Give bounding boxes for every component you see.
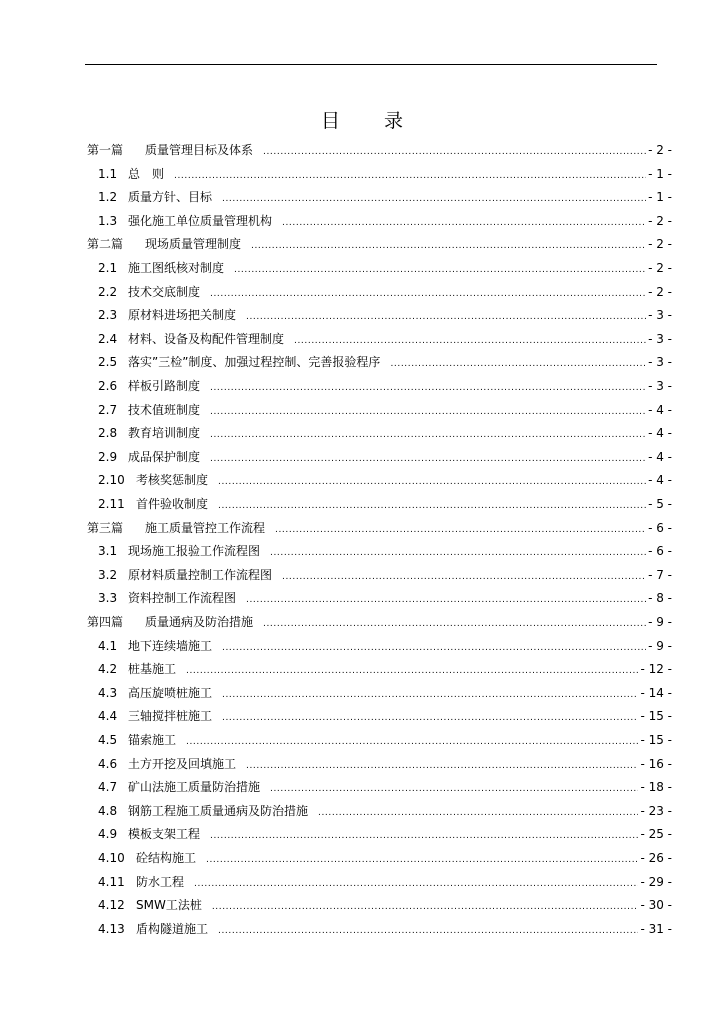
toc-entry-number: 4.13: [98, 921, 125, 936]
toc-entry-page: - 16 -: [640, 756, 672, 771]
toc-entry-number: 4.3: [98, 685, 118, 700]
toc-entry-title: 强化施工单位质量管理机构: [128, 213, 273, 228]
toc-entry[interactable]: [87, 518, 672, 538]
header-rule: [85, 64, 657, 65]
toc-entry-page: - 4 -: [648, 473, 672, 488]
toc-entry-page: - 2 -: [648, 284, 672, 299]
toc-entry-number: 第一篇: [87, 143, 124, 157]
toc-entry-number: 4.5: [98, 733, 118, 747]
toc-entry-title: 首件验收制度: [136, 497, 209, 511]
toc-entry[interactable]: [87, 234, 672, 254]
toc-entry-title: SMW工法桩: [136, 898, 202, 913]
toc-entry-title: 三轴搅拌桩施工: [128, 709, 213, 724]
toc-entry-title: 考核奖惩制度: [136, 473, 209, 488]
toc-entry[interactable]: [98, 872, 672, 892]
toc-entry[interactable]: [98, 801, 672, 821]
toc-entry-page: - 3 -: [648, 308, 672, 323]
toc-entry-title: 技术值班制度: [128, 402, 201, 417]
toc-entry-number: 4.9: [98, 827, 118, 842]
toc-leader-dots: [246, 590, 646, 610]
toc-entry-title: 资料控制工作流程图: [128, 591, 237, 606]
toc-entry-number: 1.2: [98, 190, 118, 205]
toc-entry-page: - 2 -: [648, 143, 672, 157]
toc-entry-page: - 9 -: [648, 615, 672, 629]
toc-entry-title: 砼结构施工: [136, 851, 197, 865]
toc-leader-dots: [246, 307, 646, 327]
toc-entry-number: 4.6: [98, 756, 118, 771]
toc-entry[interactable]: [98, 565, 672, 585]
toc-entry[interactable]: [98, 187, 672, 207]
toc-entry-title: 施工图纸核对制度: [128, 261, 225, 275]
toc-entry[interactable]: [87, 140, 672, 160]
toc-entry-title: 样板引路制度: [128, 379, 201, 393]
toc-entry-title: 盾构隧道施工: [136, 921, 209, 936]
toc-entry-title: 质量方针、目标: [128, 190, 213, 205]
toc-leader-dots: [222, 638, 646, 658]
toc-entry-page: - 2 -: [648, 237, 672, 252]
toc-entry[interactable]: [98, 211, 672, 231]
toc-entry[interactable]: [98, 895, 672, 915]
toc-leader-dots: [206, 850, 638, 870]
page-title: 目录: [320, 110, 447, 132]
toc-entry-number: 2.2: [98, 284, 118, 299]
toc-entry-number: 2.4: [98, 331, 118, 346]
toc-entry-page: - 14 -: [640, 685, 672, 700]
toc-entry[interactable]: [98, 329, 672, 349]
toc-entry-page: - 5 -: [648, 497, 672, 511]
toc-entry[interactable]: [98, 305, 672, 325]
toc-entry-number: 3.3: [98, 591, 118, 606]
toc-entry-title: 防水工程: [136, 874, 185, 889]
toc-entry-title: 施工质量管控工作流程: [145, 520, 266, 535]
toc-entry[interactable]: [98, 164, 672, 184]
toc-entry-number: 2.5: [98, 355, 118, 370]
toc-entry-number: 2.3: [98, 308, 118, 323]
toc-leader-dots: [210, 378, 646, 398]
toc-entry-number: 2.1: [98, 261, 118, 275]
toc-entry-page: - 8 -: [648, 591, 672, 606]
toc-leader-dots: [270, 779, 638, 799]
toc-entry-title: 矿山法施工质量防治措施: [128, 780, 261, 795]
toc-entry[interactable]: [98, 470, 672, 490]
toc-entry-number: 4.7: [98, 780, 118, 795]
toc-entry-page: - 2 -: [648, 213, 672, 228]
toc-entry-page: - 15 -: [640, 733, 672, 747]
toc-entry[interactable]: [98, 824, 672, 844]
toc-leader-dots: [222, 189, 646, 209]
toc-entry-title: 锚索施工: [128, 733, 177, 747]
toc-leader-dots: [210, 826, 638, 846]
toc-entry-number: 4.1: [98, 638, 118, 653]
toc-entry[interactable]: [98, 919, 672, 939]
toc-entry-title: 现场质量管理制度: [145, 237, 242, 252]
toc-entry-page: - 29 -: [640, 874, 672, 889]
toc-entry-title: 总 则: [128, 166, 165, 181]
toc-entry-page: - 3 -: [648, 379, 672, 393]
toc-entry-number: 4.2: [98, 662, 118, 677]
toc-entry[interactable]: [98, 588, 672, 608]
toc-leader-dots: [210, 284, 646, 304]
toc-entry-title: 高压旋喷桩施工: [128, 685, 213, 700]
toc-entry-title: 地下连续墙施工: [128, 638, 213, 653]
toc-leader-dots: [270, 543, 646, 563]
toc-entry-title: 原材料进场把关制度: [128, 308, 237, 323]
toc-entry-page: - 31 -: [640, 921, 672, 936]
toc-leader-dots: [234, 260, 646, 280]
toc-entry[interactable]: [98, 447, 672, 467]
toc-entry[interactable]: [98, 423, 672, 443]
toc-entry-number: 4.11: [98, 874, 125, 889]
toc-entry-page: - 6 -: [648, 520, 672, 535]
toc-entry[interactable]: [98, 376, 672, 396]
toc-entry-page: - 26 -: [640, 851, 672, 865]
toc-entry-page: - 23 -: [640, 803, 672, 818]
toc-entry[interactable]: [98, 282, 672, 302]
toc-entry[interactable]: [98, 258, 672, 278]
toc-entry-number: 4.12: [98, 898, 125, 913]
toc-entry-page: - 2 -: [648, 261, 672, 275]
toc-entry-title: 钢筋工程施工质量通病及防治措施: [128, 803, 309, 818]
toc-leader-dots: [218, 472, 646, 492]
toc-leader-dots: [210, 425, 646, 445]
toc-entry-page: - 3 -: [648, 355, 672, 370]
toc-entry-title: 土方开挖及回填施工: [128, 756, 237, 771]
toc-entry-title: 质量管理目标及体系: [145, 143, 254, 157]
toc-entry-title: 原材料质量控制工作流程图: [128, 567, 273, 582]
toc-leader-dots: [294, 331, 646, 351]
toc-entry-title: 落实”三检”制度、加强过程控制、完善报验程序: [128, 355, 381, 370]
toc-leader-dots: [263, 614, 646, 634]
toc-entry-number: 1.3: [98, 213, 118, 228]
toc-entry-page: - 6 -: [648, 544, 672, 559]
toc-leader-dots: [390, 354, 646, 374]
toc-entry-page: - 15 -: [640, 709, 672, 724]
toc-entry-number: 4.4: [98, 709, 118, 724]
toc-entry-title: 质量通病及防治措施: [145, 615, 254, 629]
toc-entry-number: 1.1: [98, 166, 118, 181]
toc-entry[interactable]: [98, 352, 672, 372]
toc-leader-dots: [222, 685, 638, 705]
toc-leader-dots: [186, 732, 638, 752]
toc-leader-dots: [212, 897, 639, 917]
toc-leader-dots: [194, 874, 638, 894]
toc-entry[interactable]: [98, 754, 672, 774]
toc-leader-dots: [263, 142, 646, 162]
toc-entry[interactable]: [98, 848, 672, 868]
toc-entry[interactable]: [98, 659, 672, 679]
toc-entry[interactable]: [98, 541, 672, 561]
toc-entry-number: 第二篇: [87, 237, 124, 252]
toc-entry-page: - 25 -: [640, 827, 672, 842]
toc-entry-page: - 4 -: [648, 426, 672, 441]
toc-entry-number: 2.8: [98, 426, 118, 441]
toc-entry-number: 4.10: [98, 851, 125, 865]
toc-entry[interactable]: [98, 706, 672, 726]
toc-entry-page: - 1 -: [648, 166, 672, 181]
toc-entry[interactable]: [98, 636, 672, 656]
toc-leader-dots: [246, 756, 638, 776]
toc-leader-dots: [210, 402, 646, 422]
toc-entry-title: 教育培训制度: [128, 426, 201, 441]
toc-entry-page: - 18 -: [640, 780, 672, 795]
toc-leader-dots: [282, 567, 646, 587]
toc-entry[interactable]: [98, 777, 672, 797]
toc-entry-title: 技术交底制度: [128, 284, 201, 299]
toc-entry-page: - 4 -: [648, 449, 672, 464]
toc-entry-page: - 9 -: [648, 638, 672, 653]
toc-entry-number: 第三篇: [87, 520, 124, 535]
toc-leader-dots: [218, 921, 638, 941]
toc-entry-number: 第四篇: [87, 615, 124, 629]
toc-entry-page: - 1 -: [648, 190, 672, 205]
toc-entry-page: - 12 -: [640, 662, 672, 677]
toc-entry-number: 3.1: [98, 544, 118, 559]
toc-entry[interactable]: [98, 683, 672, 703]
toc-leader-dots: [218, 496, 646, 516]
toc-entry-page: - 30 -: [640, 898, 672, 913]
toc-entry[interactable]: [87, 612, 672, 632]
toc-leader-dots: [251, 236, 646, 256]
toc-entry-title: 现场施工报验工作流程图: [128, 544, 261, 559]
toc-leader-dots: [210, 449, 646, 469]
toc-entry-number: 2.11: [98, 497, 125, 511]
toc-entry[interactable]: [98, 494, 672, 514]
toc-leader-dots: [186, 661, 638, 681]
toc-entry-number: 2.6: [98, 379, 118, 393]
toc-entry-number: 4.8: [98, 803, 118, 818]
toc-leader-dots: [222, 708, 638, 728]
toc-entry-number: 2.9: [98, 449, 118, 464]
toc-leader-dots: [282, 213, 646, 233]
toc-entry-title: 桩基施工: [128, 662, 177, 677]
toc-leader-dots: [174, 166, 646, 186]
toc-entry[interactable]: [98, 400, 672, 420]
toc-entry-number: 2.7: [98, 402, 118, 417]
toc-entry-number: 3.2: [98, 567, 118, 582]
toc-entry-title: 材料、设备及构配件管理制度: [128, 331, 285, 346]
toc-entry-page: - 7 -: [648, 567, 672, 582]
toc-entry-number: 2.10: [98, 473, 125, 488]
toc-entry-page: - 3 -: [648, 331, 672, 346]
toc-entry-title: 成品保护制度: [128, 449, 201, 464]
toc-entry-title: 模板支架工程: [128, 827, 201, 842]
toc-leader-dots: [318, 803, 638, 823]
toc-entry-page: - 4 -: [648, 402, 672, 417]
toc-entry[interactable]: [98, 730, 672, 750]
toc-leader-dots: [275, 520, 646, 540]
